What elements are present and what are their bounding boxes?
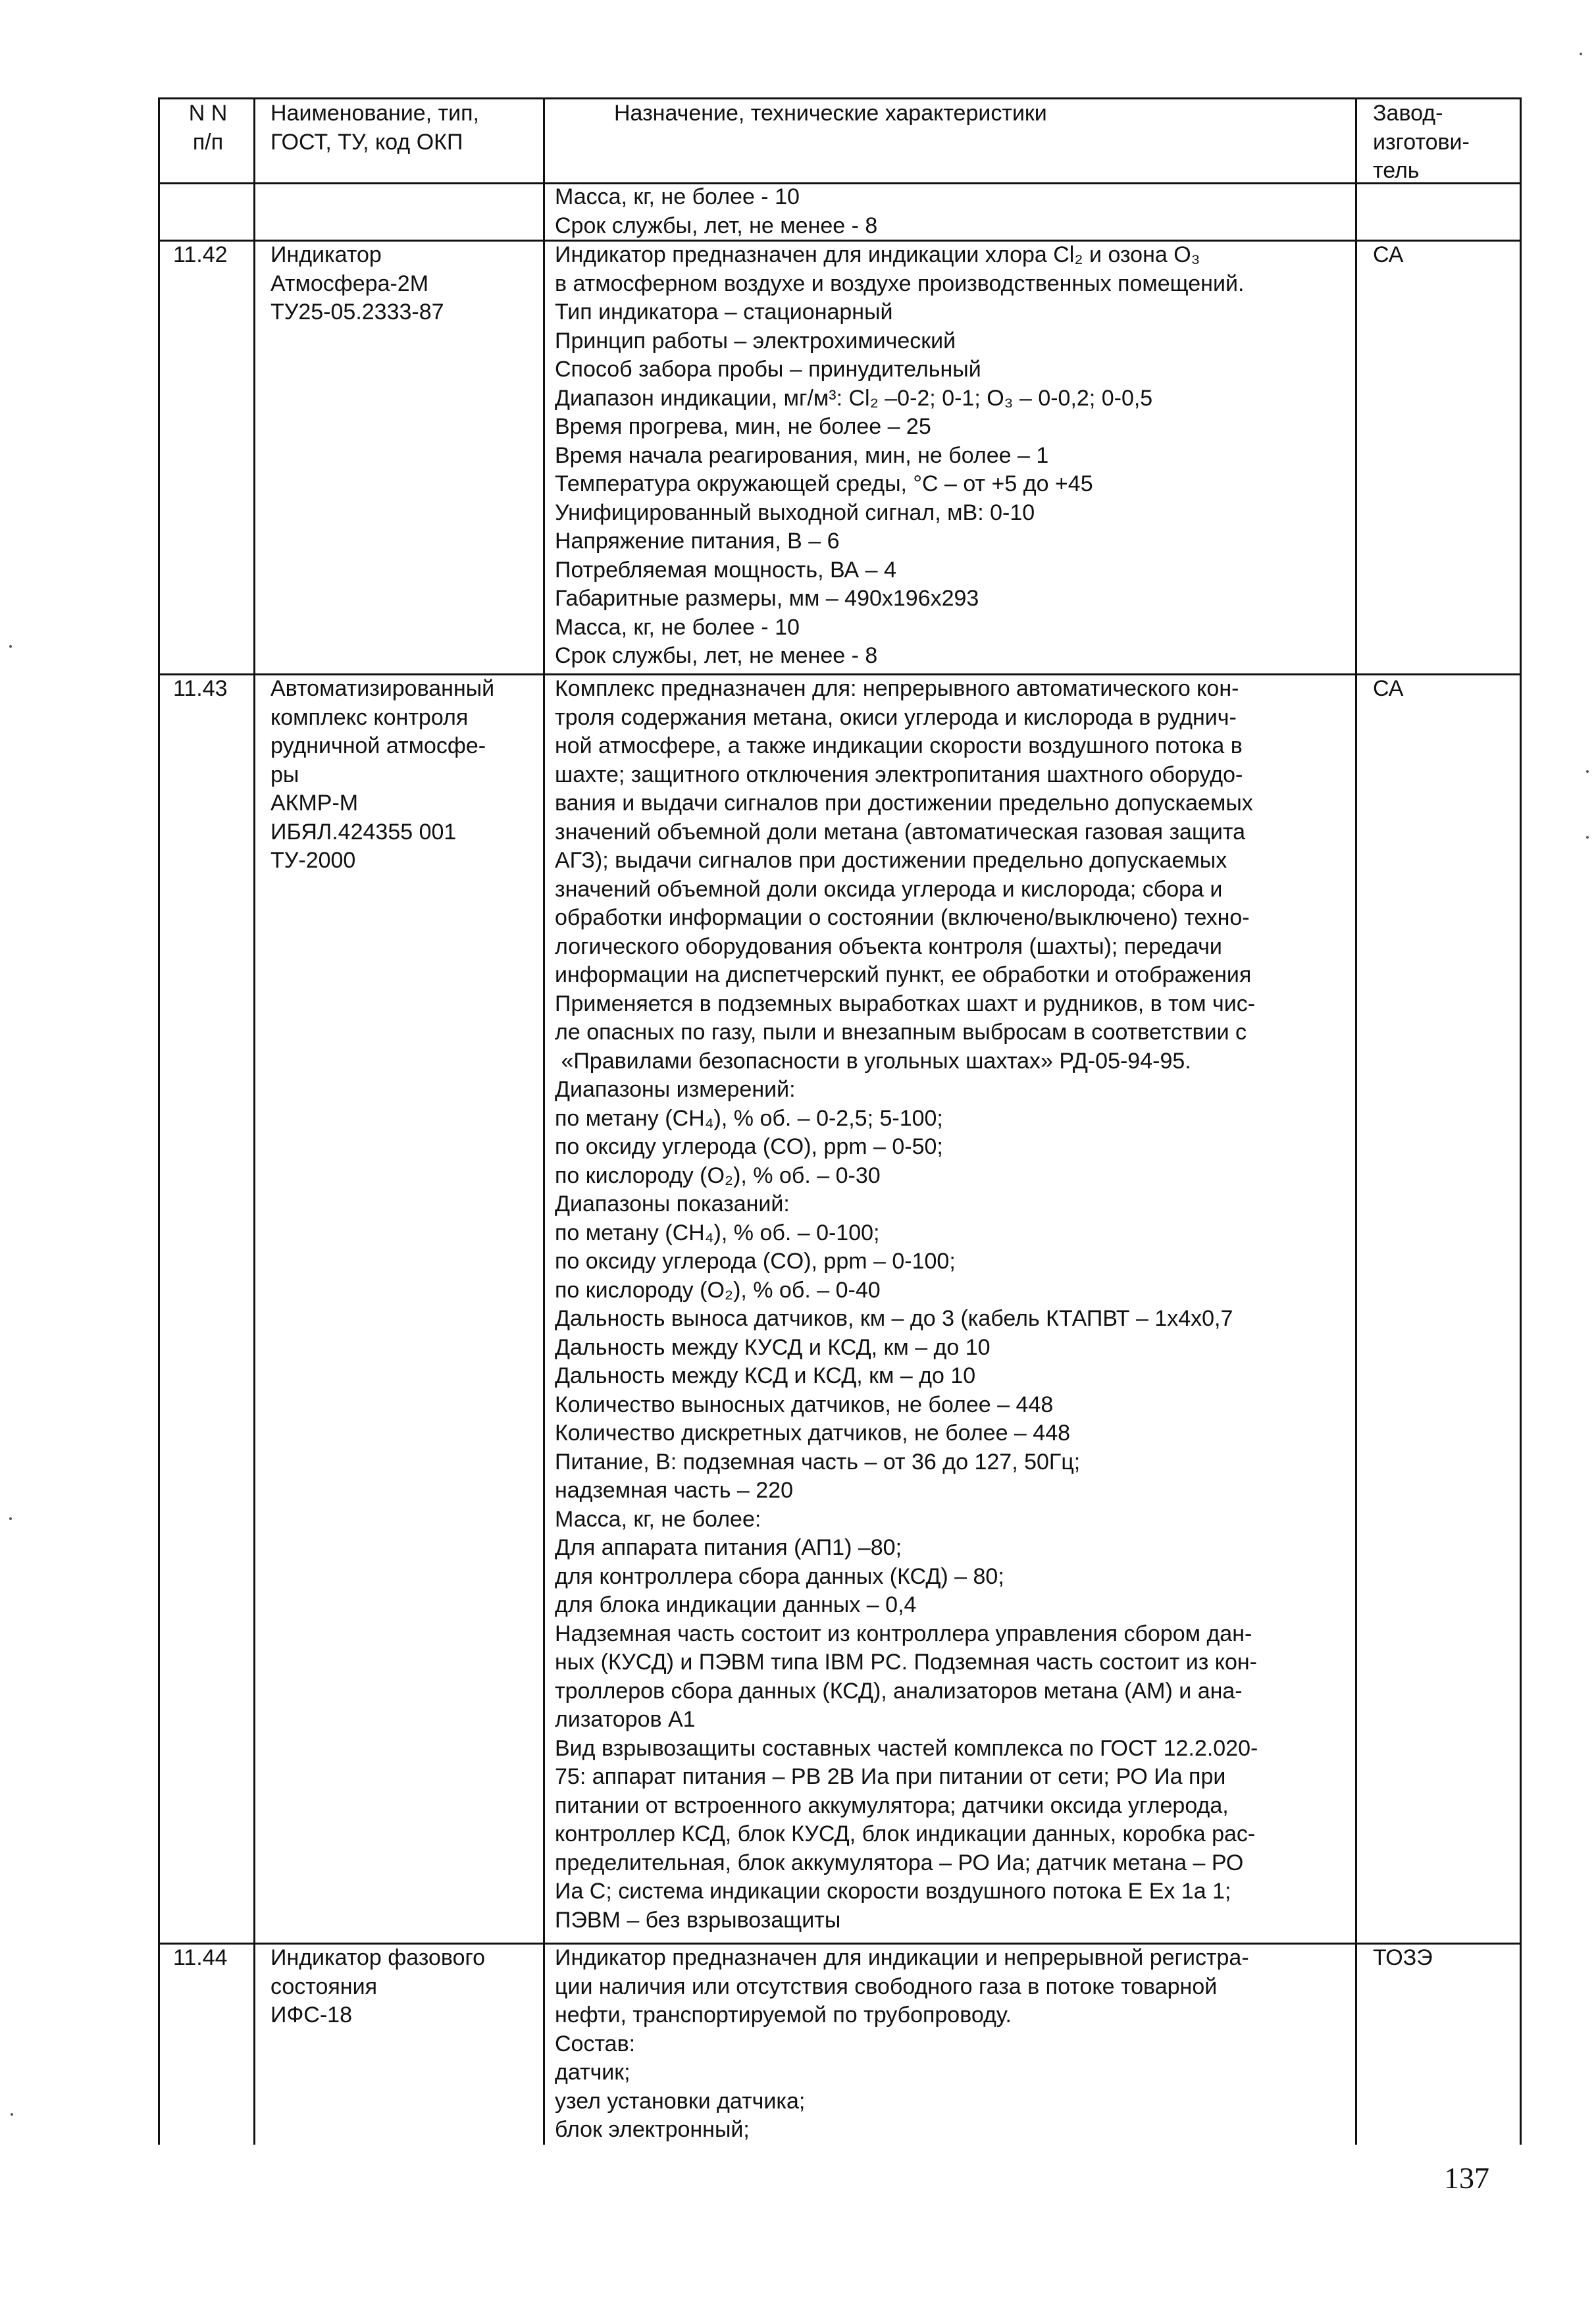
row-number: 11.42 <box>173 242 228 267</box>
header-number: N N п/п <box>188 101 228 155</box>
header-manufacturer: Завод- изготови- тель <box>1373 101 1470 183</box>
row-name: Автоматизированный комплекс контроля рудничной атмосфе- ры АКМР-М ИБЯЛ.424355 001 ТУ-2000 <box>270 676 495 873</box>
scan-speck <box>11 2113 13 2116</box>
row-name: Индикатор Атмосфера-2М ТУ25-05.2333-87 <box>270 242 444 325</box>
scan-speck <box>1586 836 1589 839</box>
spec-table <box>158 97 1522 2145</box>
scan-speck <box>9 645 12 648</box>
scan-speck <box>9 1517 12 1520</box>
scan-speck <box>1580 53 1582 55</box>
header-description: Назначение, технические характеристики <box>614 101 1047 126</box>
row-number: 11.43 <box>173 676 228 701</box>
header-name: Наименование, тип, ГОСТ, ТУ, код ОКП <box>270 101 480 155</box>
row-manufacturer: СА <box>1373 676 1404 701</box>
column-divider <box>1355 99 1357 2145</box>
page-number: 137 <box>1444 2161 1489 2195</box>
row-description: Комплекс предназначен для: непрерывного автоматического кон- троля содержания метана, окиси углерода и кислорода в руднич- ной атмосфере, а также индикации скорости воздушного потока в шахте; защитного отключения электропитания шахтного оборудо- вания и выдачи сигналов при достижении предельно допускаемых значений объемной доли метана (автоматическая газовая защита АГЗ); выдачи сигналов при достижении предельно допускаемых значений объемной доли оксида углерода и кислорода; сбора и обработки информации о состоянии (включено/выключено) техно- логического оборудования объекта контроля (шахты); передачи информации на диспетчерский пункт, ее обработки и отображения Применяется в подземных выработках шахт и рудников, в том чис- ле опасных по газу, пыли и внезапным выбросам в соответствии с «Правилами безопасности в угольных шахтах» РД-05-94-95. Диапазоны измерений: по метану (CH₄), % об. – 0-2,5; 5-100; по оксиду углерода (CO), ppm – 0-50; по кислороду (O₂), % об. – 0-30 Диапазоны показаний: по метану (CH₄), % об. – 0-100; по оксиду углерода (CO), ppm – 0-100; по кислороду (O₂), % об. – 0-40 Дальность выноса датчиков, км – до 3 (кабель КТАПВТ – 1x4x0,7 Дальность между КУСД и КСД, км – до 10 Дальность между КСД и КСД, км – до 10 Количество выносных датчиков, не более – 448 Количество дискретных датчиков, не более – 448 Питание, В: подземная часть – от 36 до 127, 50Гц; надземная часть – 220 Масса, кг, не более: Для аппарата питания (АП1) –80; для контроллера сбора данных (КСД) – 80; для блока индикации данных – 0,4 Надземная часть состоит из контроллера управления сбором дан- ных (КУСД) и ПЭВМ типа IBM PC. Подземная часть состоит из кон- троллеров сбора данных (КСД), анализаторов метана (АМ) и ана- лизаторов А1 Вид взрывозащиты составных частей комплекса по ГОСТ 12.2.020- 75: аппарат питания – РВ 2В Иа при питании от сети; РО Иа при питании от встроенного аккумулятора; датчики оксида углерода, контроллер КСД, блок КУСД, блок индикации данных, коробка рас- пределительная, блок аккумулятора – РО Иа; датчик метана – РО Иа С; система индикации скорости воздушного потока Е Ех 1а 1; ПЭВМ – без взрывозащиты <box>555 676 1258 1933</box>
row-name: Индикатор фазового состояния ИФС-18 <box>270 1945 486 2027</box>
row-description: Индикатор предназначен для индикации и непрерывной регистра- ции наличия или отсутствия свободного газа в потоке товарной нефти, транспортируемой по трубопроводу. Состав: датчик; узел установки датчика; блок электронный; <box>555 1945 1249 2142</box>
column-divider <box>543 99 545 2145</box>
column-divider <box>253 99 255 2145</box>
row-description: Индикатор предназначен для индикации хлора Cl₂ и озона O₃ в атмосферном воздухе и воздухе производственных помещений. Тип индикатора – стационарный Принцип работы – электрохимический Способ забора пробы – принудительный Диапазон индикации, мг/м³: Cl₂ –0-2; 0-1; O₃ – 0-0,2; 0-0,5 Время прогрева, мин, не более – 25 Время начала реагирования, мин, не более – 1 Температура окружающей среды, °С – от +5 до +45 Унифицированный выходной сигнал, мВ: 0-10 Напряжение питания, В – 6 Потребляемая мощность, ВА – 4 Габаритные размеры, мм – 490x196x293 Масса, кг, не более - 10 Срок службы, лет, не менее - 8 <box>555 242 1245 668</box>
row-continued-description: Масса, кг, не более - 10 Срок службы, лет, не менее - 8 <box>555 184 878 238</box>
row-manufacturer: ТОЗЭ <box>1373 1945 1433 1970</box>
row-manufacturer: СА <box>1373 242 1404 267</box>
scan-speck <box>1586 770 1589 773</box>
row-number: 11.44 <box>173 1945 228 1970</box>
